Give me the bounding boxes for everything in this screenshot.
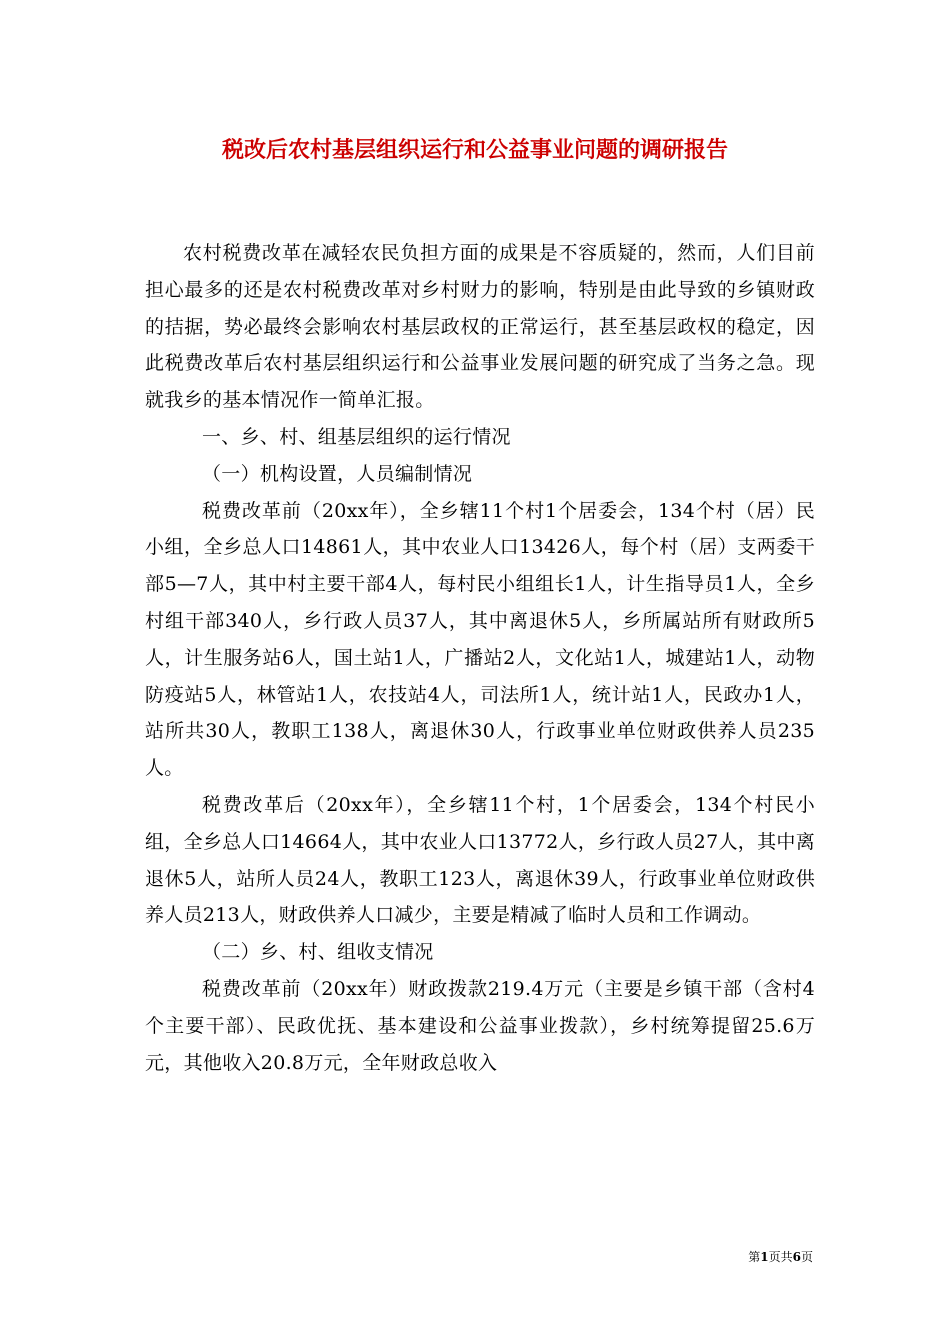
paragraph-after-reform: 税费改革后（20xx年），全乡辖11个村，1个居委会，134个村民小组，全乡总人口14664人，其中农业人口13772人，乡行政人员27人，其中离退休5人，站所人员24人，教职工123人，离退休39人，行政事业单位财政供养人员213人，财政供养人口减少，主要是精减了临时人员和工作调动。 [145,793,815,927]
page-suffix: 页 [800,1250,813,1264]
page-total: 6 [792,1250,801,1264]
subsection-heading-2: （二）乡、村、组收支情况 [202,941,434,964]
document-title: 税改后农村基层组织运行和公益事业问题的调研报告 [221,137,728,163]
page-number [703,1248,813,1266]
subsection-heading-1: （一）机构设置，人员编制情况 [202,462,473,485]
paragraph-intro: 农村税费改革在减轻农民负担方面的成果是不容质疑的，然而，人们目前担心最多的还是农村税费改革对乡村财力的影响，特别是由此导致的乡镇财政的拮据，势必最终会影响农村基层政权的正常运行，甚至基层政权的稳定，因此税费改革后农村基层组织运行和公益事业发展问题的研究成了当务之急。现就我乡的基本情况作一简单汇报。 [145,242,815,412]
page-prefix: 第 [748,1250,761,1264]
paragraph-finance: 税费改革前（20xx年）财政拨款219.4万元（主要是乡镇干部（含村4个主要干部）、民政优抚、基本建设和公益事业拨款），乡村统筹提留25.6万元，其他收入20.8万元，全年财政总收入 [145,977,815,1074]
section-heading-1: 一、乡、村、组基层组织的运行情况 [202,425,511,448]
document-body [145,235,815,1081]
page-middle: 页共 [768,1250,793,1264]
paragraph-before-reform: 税费改革前（20xx年），全乡辖11个村1个居委会，134个村（居）民小组，全乡总人口14861人，其中农业人口13426人，每个村（居）支两委干部5—7人，其中村主要干部4人，每村民小组组长1人，计生指导员1人，全乡村组干部340人，乡行政人员37人，其中离退休5人，乡所属站所有财政所5人，计生服务站6人，国土站1人，广播站2人，文化站1人，城建站1人，动物防疫站5人，林管站1人，农技站4人，司法所1人，统计站1人，民政办1人，站所共30人，教职工138人，离退休30人，行政事业单位财政供养人员235人。 [145,499,815,780]
page-current: 1 [760,1250,769,1264]
